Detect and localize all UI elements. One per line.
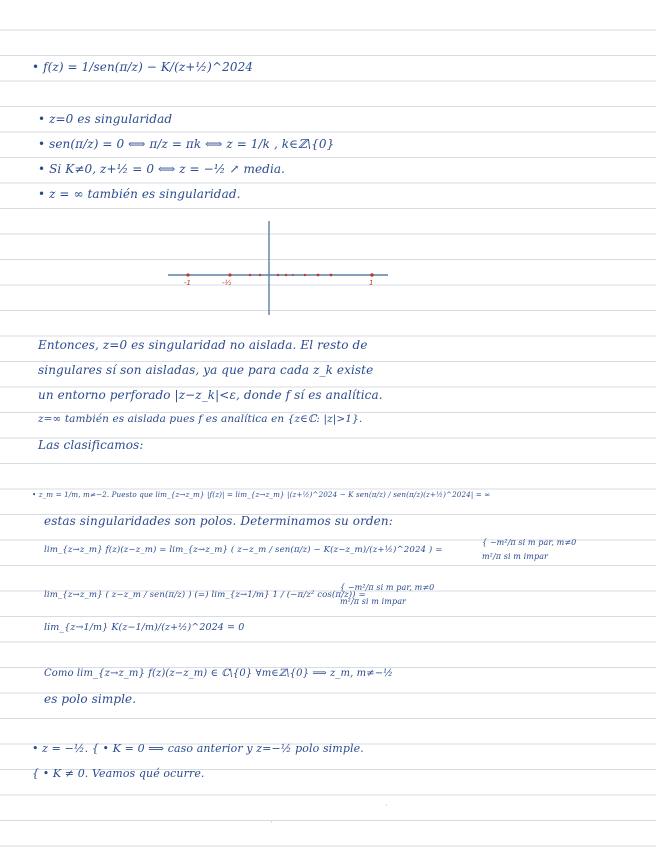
paragraph-line-2: singulares sí son aisladas, ya que para cada z_k existe bbox=[38, 363, 374, 377]
limit-line-2: lim_{z→z_m} ( z−z_m / sen(π/z) ) (=) lim_{z→1/m} 1 / (−π/z² cos(π/z)) = bbox=[44, 590, 366, 600]
limit-line-2-case-2: m²/π si m impar bbox=[340, 597, 406, 606]
paragraph-line-1: Entonces, z=0 es singularidad no aislada. El resto de bbox=[38, 338, 368, 352]
point-f bbox=[304, 274, 306, 276]
point-b bbox=[259, 274, 261, 276]
half-case-line-1: • z = −½. { • K = 0 ⟹ caso anterior y z=−½ polo simple. bbox=[32, 742, 364, 755]
limit-line-3: lim_{z→1/m} K(z−1/m)/(z+½)^2024 = 0 bbox=[44, 622, 245, 633]
paragraph-line-5: Las clasificamos: bbox=[38, 438, 144, 452]
note-line-4: • z = ∞ también es singularidad. bbox=[38, 187, 241, 201]
paragraph-line-4: z=∞ también es aislada pues f es analítica en {z∈ℂ: |z|>1}. bbox=[38, 413, 363, 425]
point-g bbox=[317, 274, 320, 277]
label-one: 1 bbox=[369, 279, 374, 287]
limit-line-1-case-1: { −m²/π si m par, m≠0 bbox=[482, 538, 577, 547]
point-d bbox=[285, 274, 287, 276]
limit-line-2-case-1: { −m²/π si m par, m≠0 bbox=[340, 583, 435, 592]
label-neg-half: -½ bbox=[222, 279, 232, 287]
half-case-line-2: { • K ≠ 0. Veamos qué ocurre. bbox=[32, 767, 205, 780]
poles-line-2: estas singularidades son polos. Determinamos su orden: bbox=[44, 514, 393, 528]
stray-mark-2: · bbox=[385, 801, 388, 810]
point-neg-half bbox=[228, 273, 231, 276]
limit-line-1: lim_{z→z_m} f(z)(z−z_m) = lim_{z→z_m} ( z−z_m / sen(π/z) − K(z−z_m)/(z+½)^2024 ) = bbox=[44, 545, 443, 555]
conclusion-line-1: Como lim_{z→z_m} f(z)(z−z_m) ∈ ℂ\{0} ∀m∈ℤ\{0} ⟹ z_m, m≠−½ bbox=[44, 668, 393, 679]
paragraph-line-3: un entorno perforado |z−z_k|<ε, donde f sí es analítica. bbox=[38, 388, 383, 402]
poles-line-1: • z_m = 1/m, m≠−2. Puesto que lim_{z→z_m} |f(z)| = lim_{z→z_m} |(z+½)^2024 − K sen(π/z) / sen(π/z)(z+½)^2024| = ∞ bbox=[32, 490, 491, 499]
point-c bbox=[277, 274, 279, 276]
point-neg-one bbox=[186, 273, 189, 276]
singularities-plot bbox=[160, 215, 400, 320]
point-one bbox=[370, 273, 374, 277]
note-line-3: • Si K≠0, z+½ = 0 ⟺ z = −½ ↗ media. bbox=[38, 162, 286, 176]
stray-mark-1: · bbox=[270, 818, 273, 827]
point-h bbox=[330, 274, 333, 277]
conclusion-line-2: es polo simple. bbox=[44, 692, 137, 706]
point-a bbox=[249, 274, 251, 276]
limit-line-1-case-2: m²/π si m impar bbox=[482, 552, 548, 561]
label-neg-one: -1 bbox=[184, 279, 191, 287]
function-definition: • f(z) = 1/sen(π/z) − K/(z+½)^2024 bbox=[32, 60, 254, 74]
point-e bbox=[292, 274, 294, 276]
note-line-1: • z=0 es singularidad bbox=[38, 112, 173, 126]
note-line-2: • sen(π/z) = 0 ⟺ π/z = πk ⟺ z = 1/k , k∈ℤ\{0} bbox=[38, 137, 335, 151]
